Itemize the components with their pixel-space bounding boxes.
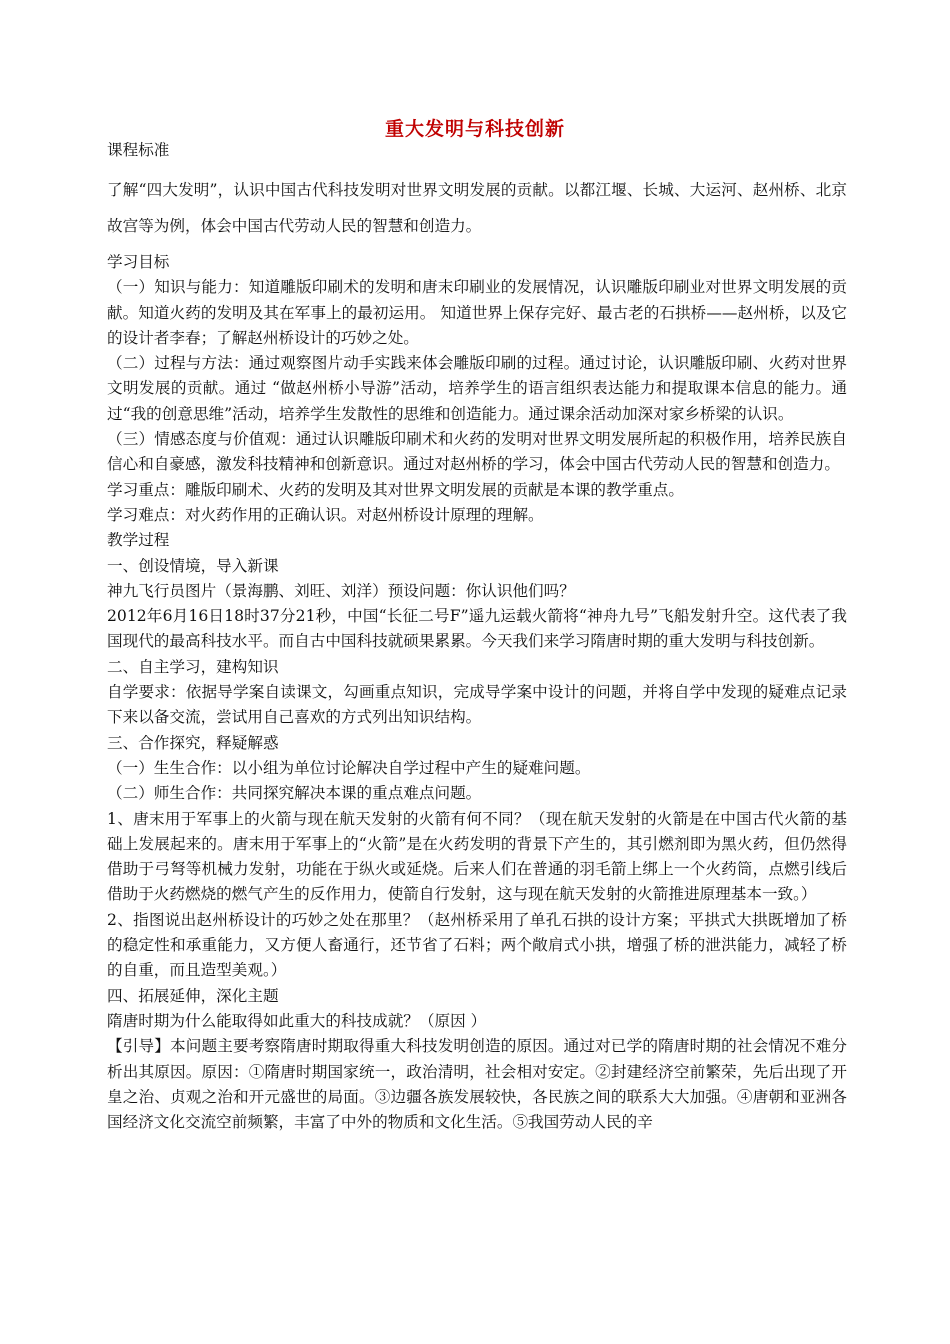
body-paragraph: 学习目标 xyxy=(107,253,170,271)
body-paragraph: （一）生生合作：以小组为单位讨论解决自学过程中产生的疑难问题。 xyxy=(107,758,591,777)
course-standard-section xyxy=(107,138,847,249)
body-paragraph: 隋唐时期为什么能取得如此重大的科技成就？（原因 ） xyxy=(107,1011,487,1030)
body-paragraph: 教学过程 xyxy=(107,531,170,550)
body-paragraph: 二、自主学习，建构知识 xyxy=(107,657,279,676)
body-paragraph: （一）知识与能力：知道雕版印刷术的发明和唐末印刷业的发展情况，认识雕版印刷业对世界文明发展的贡献。知道火药的发明及其在军事上的最初运用。 知道世界上保存完好、最古老的石拱桥——赵州桥，以及它的设计者李春；了解赵州桥设计的巧妙之处。 xyxy=(107,278,847,347)
body-paragraph: 1、唐末用于军事上的火箭与现在航天发射的火箭有何不同？（现在航天发射的火箭是在中国古代火箭的基础上发展起来的。唐末用于军事上的“火箭”是在火药发明的背景下产生的，其引燃剂即为黑火药，但仍然得借助于弓弩等机械力发射，功能在于纵火或延烧。后来人们在普通的羽毛箭上绑上一个火药筒，点燃引线后借助于火药燃烧的燃气产生的反作用力，使箭自行发射，这与现在航天发射的火箭推进原理基本一致。） xyxy=(107,809,847,904)
body-paragraph: 学习重点：雕版印刷术、火药的发明及其对世界文明发展的贡献是本课的教学重点。 xyxy=(107,480,684,499)
course-standard-heading: 课程标准 xyxy=(107,141,170,159)
body-paragraph: （二）师生合作：共同探究解决本课的重点难点问题。 xyxy=(107,784,482,803)
body-paragraph: 神九飞行员图片（景海鹏、刘旺、刘洋）预设问题：你认识他们吗？ xyxy=(107,581,575,600)
document-title: 重大发明与科技创新 xyxy=(384,118,565,140)
course-standard-text: 了解“四大发明”，认识中国古代科技发明对世界文明发展的贡献。以都江堰、长城、大运河、赵州桥、北京故宫等为例，体会中国古代劳动人民的智慧和创造力。 xyxy=(107,181,847,236)
body-paragraph: 三、合作探究，释疑解惑 xyxy=(107,733,279,752)
body-paragraph: 自学要求：依据导学案自读课文，勾画重点知识，完成导学案中设计的问题，并将自学中发现的疑难点记录下来以备交流，尝试用自己喜欢的方式列出知识结构。 xyxy=(107,683,847,727)
body-paragraph: 一、创设情境，导入新课 xyxy=(107,556,279,575)
body-paragraph: （二）过程与方法：通过观察图片动手实践来体会雕版印刷的过程。通过讨论，认识雕版印刷、火药对世界文明发展的贡献。通过 “做赵州桥小导游”活动，培养学生的语言组织表达能力和提取课本信息的能力。通过“我的创意思维”活动，培养学生发散性的思维和创造能力。通过课余活动加深对家乡桥梁的认识。 xyxy=(107,354,847,423)
body-paragraph: 【引导】本问题主要考察隋唐时期取得重大科技发明创造的原因。通过对已学的隋唐时期的社会情况不难分析出其原因。原因：①隋唐时期国家统一，政治清明，社会相对安定。②封建经济空前繁荣，先后出现了开皇之治、贞观之治和开元盛世的局面。③边疆各族发展较快，各民族之间的联系大大加强。④唐朝和亚洲各国经济文化交流空前频繁，丰富了中外的物质和文化生活。⑤我国劳动人民的辛 xyxy=(107,1037,847,1132)
body-paragraph: 四、拓展延伸，深化主题 xyxy=(107,986,279,1005)
lesson-body xyxy=(107,250,847,1135)
body-paragraph: 学习难点：对火药作用的正确认识。对赵州桥设计原理的理解。 xyxy=(107,505,544,524)
body-paragraph: 2、指图说出赵州桥设计的巧妙之处在那里？（赵州桥采用了单孔石拱的设计方案；平拱式大拱既增加了桥的稳定性和承重能力，又方便人畜通行，还节省了石料；两个敞肩式小拱，增强了桥的泄洪能力，减轻了桥的自重，而且造型美观。） xyxy=(107,910,847,980)
body-paragraph: （三）情感态度与价值观：通过认识雕版印刷术和火药的发明对世界文明发展所起的积极作用，培养民族自信心和自豪感，激发科技精神和创新意识。通过对赵州桥的学习，体会中国古代劳动人民的智慧和创造力。 xyxy=(107,430,847,474)
body-paragraph: 2012年6月16日18时37分21秒，中国“长征二号F”遥九运载火箭将“神舟九号”飞船发射升空。这代表了我国现代的最高科技水平。而自古中国科技就硕果累累。今天我们来学习隋唐时期的重大发明与科技创新。 xyxy=(107,607,847,651)
